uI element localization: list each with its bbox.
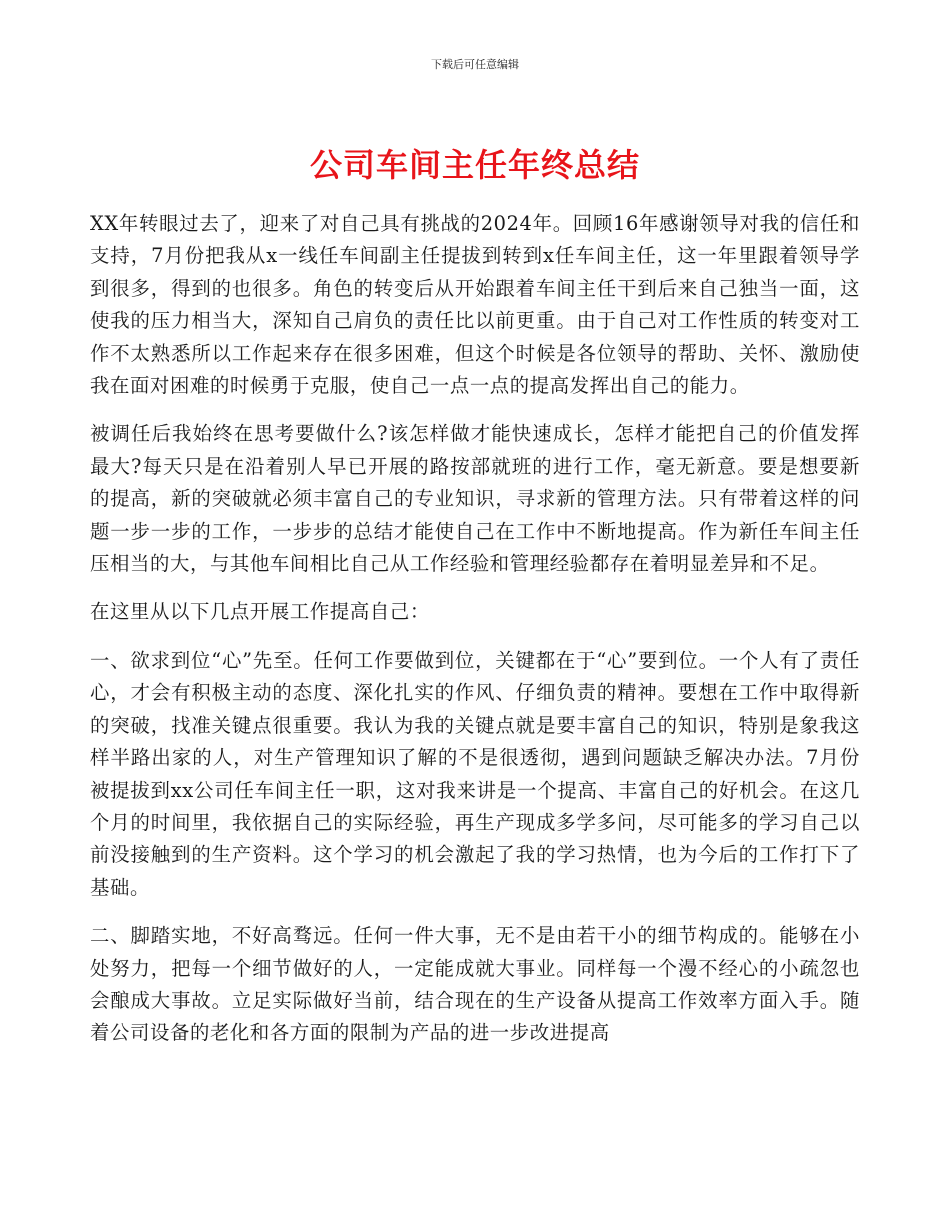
paragraph-intro: XX年转眼过去了，迎来了对自己具有挑战的2024年。回顾16年感谢领导对我的信任和支持，7月份把我从x一线任车间副主任提拔到转到x任车间主任，这一年里跟着领导学到很多，得到的也很多。角色的转变后从开始跟着车间主任干到后来自己独当一面，这使我的压力相当大，深知自己肩负的责任比以前更重。由于自己对工作性质的转变对工作不太熟悉所以工作起来存在很多困难，但这个时候是各位领导的帮助、关怀、激励使我在面对困难的时候勇于克服，使自己一点一点的提高发挥出自己的能力。 bbox=[90, 212, 860, 398]
paragraph-point-two: 二、脚踏实地，不好高骛远。任何一件大事，无不是由若干小的细节构成的。能够在小处努力，把每一个细节做好的人，一定能成就大事业。同样每一个漫不经心的小疏忽也会酿成大事故。立足实际做好当前，结合现在的生产设备从提高工作效率方面入手。随着公司设备的老化和各方面的限制为产品的进一步改进提高 bbox=[90, 924, 860, 1045]
paragraph-reflection: 被调任后我始终在思考要做什么?该怎样做才能快速成长，怎样才能把自己的价值发挥最大?每天只是在沿着别人早已开展的路按部就班的进行工作，毫无新意。要是想要新的提高，新的突破就必须丰富自己的专业知识，寻求新的管理方法。只有带着这样的问题一步一步的工作，一步步的总结才能使自己在工作中不断地提高。作为新任车间主任压相当的大，与其他车间相比自己从工作经验和管理经验都存在着明显差异和不足。 bbox=[90, 422, 860, 576]
paragraph-point-one: 一、欲求到位“心”先至。任何工作要做到位，关键都在于“心”要到位。一个人有了责任心，才会有积极主动的态度、深化扎实的作风、仔细负责的精神。要想在工作中取得新的突破，找准关键点很重要。我认为我的关键点就是要丰富自己的知识，特别是象我这样半路出家的人，对生产管理知识了解的不是很透彻，遇到问题缺乏解决办法。7月份被提拔到xx公司任车间主任一职，这对我来讲是一个提高、丰富自己的好机会。在这几个月的时间里，我依据自己的实际经验，再生产现成多学多问，尽可能多的学习自己以前没接触到的生产资料。这个学习的机会激起了我的学习热情，也为今后的工作打下了基础。 bbox=[90, 648, 860, 899]
paragraph-lead-in: 在这里从以下几点开展工作提高自己： bbox=[90, 600, 430, 624]
document-title: 公司车间主任年终总结 bbox=[309, 146, 640, 184]
header-note: 下载后可任意编辑 bbox=[431, 58, 519, 71]
document-body bbox=[90, 208, 860, 1066]
